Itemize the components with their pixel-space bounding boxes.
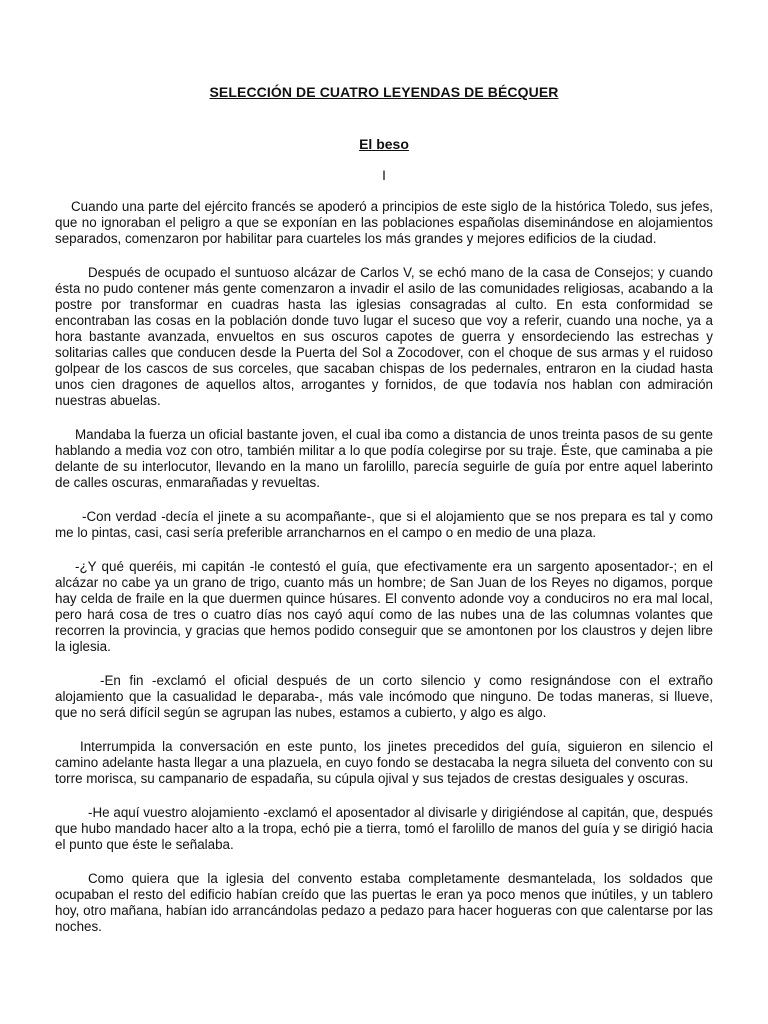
paragraph-4: -Con verdad -decía el jinete a su acompañante-, que si el alojamiento que se nos prepara es tal y como me lo pintas, casi, casi sería preferible arrancharnos en el campo o en medio de una plaza. xyxy=(55,509,713,540)
paragraph-2: Después de ocupado el suntuoso alcázar de Carlos V, se echó mano de la casa de Consejos; y cuando ésta no pudo contener más gente comenzaron a invadir el asilo de las comunidades religiosas, acabando a la postre por transformar en cuadras hasta las iglesias consagradas al culto. En esta conformidad se encontraban las cosas en la población donde tuvo lugar el suceso que voy a referir, cuando una noche, ya a hora bastante avanzada, envueltos en sus oscuros capotes de guerra y ensordeciendo las estrechas y solitarias calles que conducen desde la Puerta del Sol a Zocodover, con el choque de sus armas y el ruidoso golpear de los cascos de sus corceles, que sacaban chispas de los pedernales, entraron en la ciudad hasta unos cien dragones de aquellos altos, arrogantes y fornidos, de que todavía nos hablan con admiración nuestras abuelas. xyxy=(55,265,713,408)
paragraph-6: -En fin -exclamó el oficial después de un corto silencio y como resignándose con el extraño alojamiento que la casualidad le deparaba-, más vale incómodo que ninguno. De todas maneras, si llueve, que no será difícil según se agrupan las nubes, estamos a cubierto, y algo es algo. xyxy=(55,673,713,720)
paragraph-1: Cuando una parte del ejército francés se apoderó a principios de este siglo de la histórica Toledo, sus jefes, que no ignoraban el peligro a que se exponían en las poblaciones españolas diseminándose en alojamientos separados, comenzaron por habilitar para cuarteles los más grandes y mejores edificios de la ciudad. xyxy=(55,199,713,246)
paragraph-8: -He aquí vuestro alojamiento -exclamó el aposentador al divisarle y dirigiéndose al capitán, que, después que hubo mandado hacer alto a la tropa, echó pie a tierra, tomó el farolillo de manos del guía y se dirigió hacia el punto que éste le señalaba. xyxy=(55,805,713,852)
chapter-number: I xyxy=(382,168,386,183)
legend-title: El beso xyxy=(359,136,409,152)
document-title: SELECCIÓN DE CUATRO LEYENDAS DE BÉCQUER xyxy=(209,84,559,100)
paragraph-3: Mandaba la fuerza un oficial bastante joven, el cual iba como a distancia de unos treinta pasos de su gente hablando a media voz con otro, también militar a lo que podía colegirse por su traje. Éste, que caminaba a pie delante de su interlocutor, llevando en la mano un farolillo, parecía seguirle de guía por entre aquel laberinto de calles oscuras, enmarañadas y revueltas. xyxy=(55,427,713,490)
body-text xyxy=(55,199,713,953)
paragraph-7: Interrumpida la conversación en este punto, los jinetes precedidos del guía, siguieron en silencio el camino adelante hasta llegar a una plazuela, en cuyo fondo se destacaba la negra silueta del convento con su torre morisca, su campanario de espadaña, su cúpula ojival y sus tejados de crestas desiguales y oscuras. xyxy=(55,739,713,786)
paragraph-5: -¿Y qué queréis, mi capitán -le contestó el guía, que efectivamente era un sargento aposentador-; en el alcázar no cabe ya un grano de trigo, cuanto más un hombre; de San Juan de los Reyes no digamos, porque hay celda de fraile en la que duermen quince húsares. El convento adonde voy a conduciros no era mal local, pero hará cosa de tres o cuatro días nos cayó aquí como de las nubes una de las columnas volantes que recorren la provincia, y gracias que hemos podido conseguir que se amontonen por los claustros y dejen libre la iglesia. xyxy=(55,559,713,654)
paragraph-9: Como quiera que la iglesia del convento estaba completamente desmantelada, los soldados que ocupaban el resto del edificio habían creído que las puertas le eran ya poco menos que inútiles, y un tablero hoy, otro mañana, habían ido arrancándolas pedazo a pedazo para hacer hogueras con que calentarse por las noches. xyxy=(55,871,713,934)
